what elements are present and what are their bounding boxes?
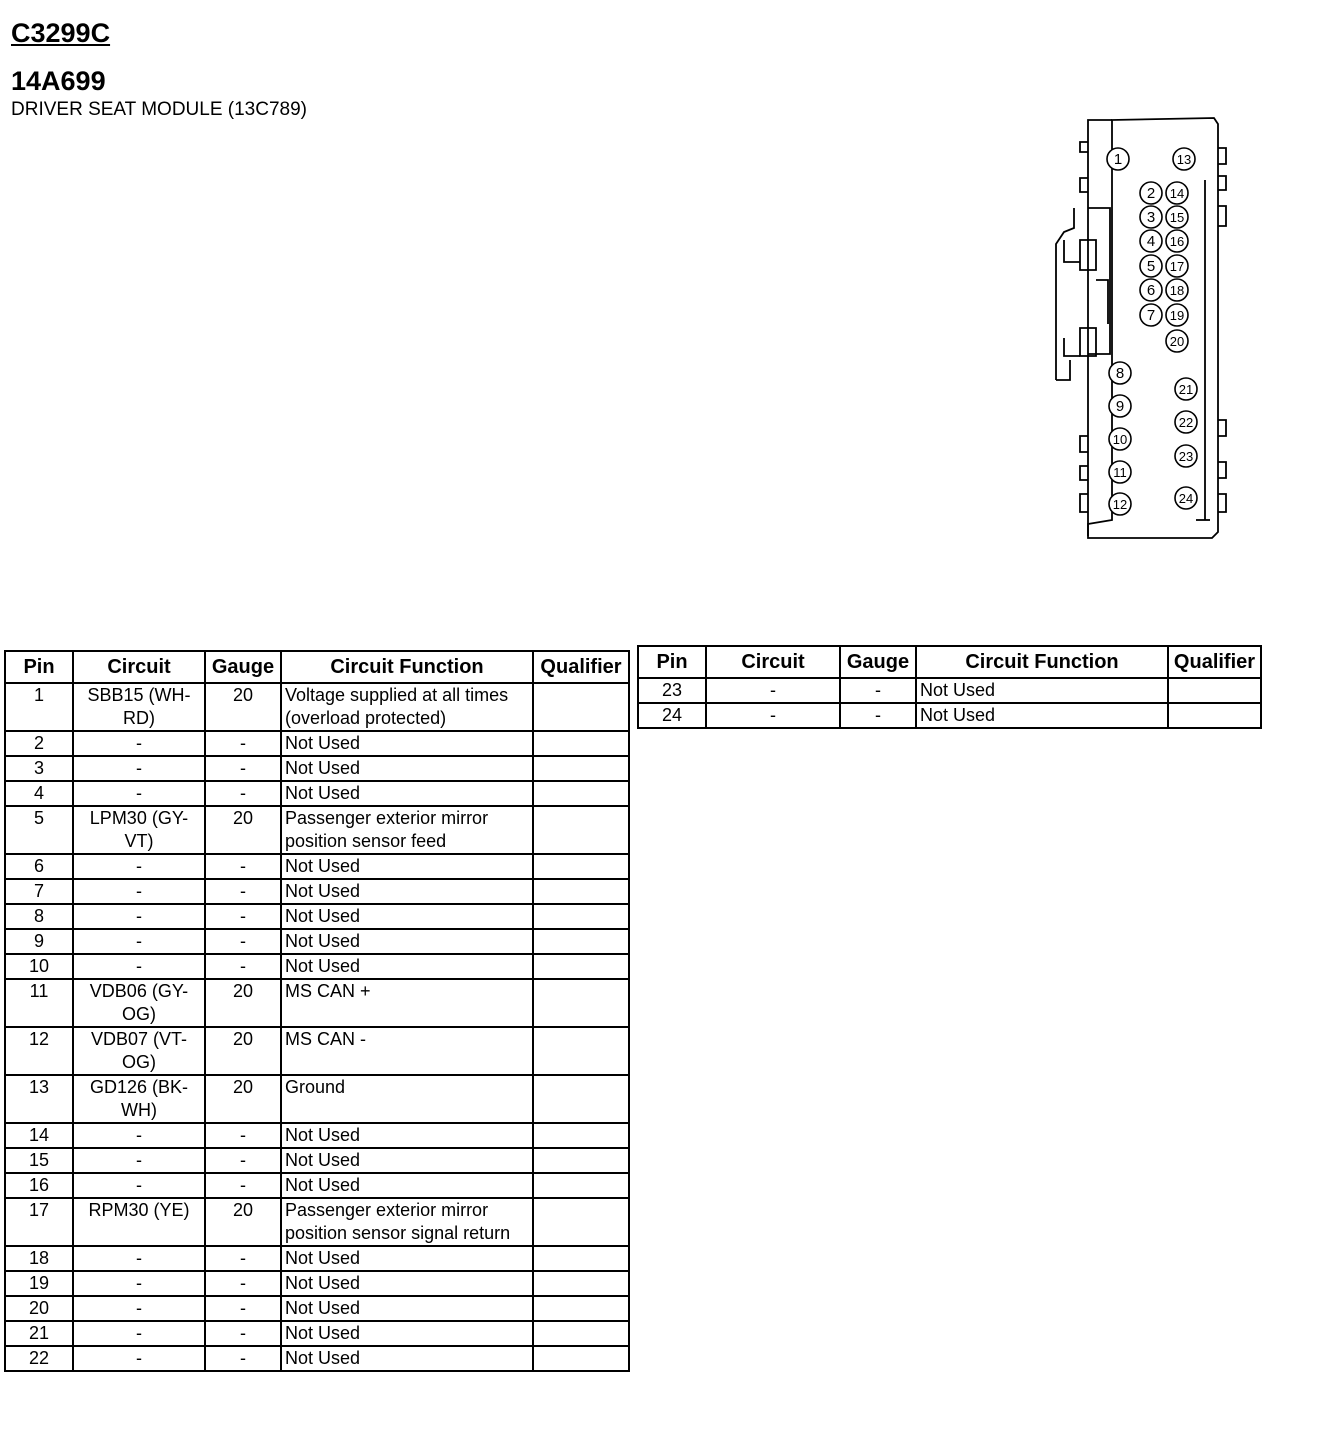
circuit-cell: - [73, 1321, 205, 1346]
circuit-cell: - [73, 1296, 205, 1321]
pin-cell: 11 [5, 979, 73, 1027]
circuit-cell: GD126 (BK-WH) [73, 1075, 205, 1123]
pin-number-label: 16 [1169, 234, 1185, 249]
circuit-cell: - [73, 904, 205, 929]
circuit-cell: RPM30 (YE) [73, 1198, 205, 1246]
pin-cell: 12 [5, 1027, 73, 1075]
col-header-pin: Pin [5, 651, 73, 683]
pin-cell: 8 [5, 904, 73, 929]
qualifier-cell [533, 1198, 629, 1246]
pin-number-label: 11 [1113, 465, 1127, 480]
qualifier-cell [1168, 703, 1261, 728]
pin-cell: 18 [5, 1246, 73, 1271]
connector-pin-circles [1107, 148, 1197, 515]
connector-housing-outline [1056, 118, 1226, 538]
col-header-gauge: Gauge [205, 651, 281, 683]
table-row [638, 703, 1261, 728]
circuit-cell: VDB06 (GY-OG) [73, 979, 205, 1027]
col-header-circuit-function: Circuit Function [281, 651, 533, 683]
circuit-function-cell: Not Used [281, 879, 533, 904]
gauge-cell: - [205, 731, 281, 756]
circuit-function-cell: Not Used [281, 854, 533, 879]
circuit-function-cell: Not Used [281, 731, 533, 756]
qualifier-cell [533, 1346, 629, 1371]
circuit-cell: - [73, 854, 205, 879]
col-header-gauge: Gauge [840, 646, 916, 678]
circuit-cell: LPM30 (GY-VT) [73, 806, 205, 854]
gauge-cell: - [205, 1296, 281, 1321]
pin-number-label: 19 [1169, 308, 1185, 323]
table-header-row [5, 651, 629, 683]
part-number: 14A699 [11, 66, 106, 96]
col-header-circuit-function: Circuit Function [916, 646, 1168, 678]
pinout-table-left [4, 650, 630, 1372]
circuit-cell: - [73, 954, 205, 979]
connector-id: C3299C [11, 18, 111, 48]
pin-number-label: 3 [1146, 209, 1156, 226]
gauge-cell: - [205, 854, 281, 879]
table-row [5, 1027, 629, 1075]
table-row [5, 1246, 629, 1271]
circuit-function-cell: MS CAN + [281, 979, 533, 1027]
pin-number-label: 8 [1115, 365, 1125, 382]
circuit-function-cell: MS CAN - [281, 1027, 533, 1075]
qualifier-cell [533, 1075, 629, 1123]
qualifier-cell [533, 731, 629, 756]
pin-cell: 19 [5, 1271, 73, 1296]
module-name: DRIVER SEAT MODULE (13C789) [11, 99, 307, 120]
pin-cell: 20 [5, 1296, 73, 1321]
gauge-cell: - [205, 1271, 281, 1296]
circuit-function-cell: Not Used [281, 1271, 533, 1296]
col-header-circuit: Circuit [73, 651, 205, 683]
table-row [5, 1075, 629, 1123]
col-header-pin: Pin [638, 646, 706, 678]
pin-cell: 17 [5, 1198, 73, 1246]
gauge-cell: 20 [205, 1198, 281, 1246]
pin-number-label: 15 [1169, 210, 1185, 225]
col-header-qualifier: Qualifier [533, 651, 629, 683]
table-row [638, 678, 1261, 703]
circuit-function-cell: Not Used [916, 678, 1168, 703]
pin-cell: 7 [5, 879, 73, 904]
circuit-function-cell: Not Used [281, 781, 533, 806]
circuit-cell: - [73, 1346, 205, 1371]
table-row [5, 1173, 629, 1198]
table-row [5, 731, 629, 756]
gauge-cell: - [205, 1173, 281, 1198]
pin-number-label: 17 [1169, 259, 1185, 274]
pin-cell: 9 [5, 929, 73, 954]
table-row [5, 979, 629, 1027]
qualifier-cell [533, 1271, 629, 1296]
gauge-cell: - [205, 1246, 281, 1271]
pin-cell: 3 [5, 756, 73, 781]
pin-number-label: 9 [1115, 398, 1125, 415]
table-row [5, 854, 629, 879]
gauge-cell: 20 [205, 1027, 281, 1075]
table-row [5, 1123, 629, 1148]
table-row [5, 1296, 629, 1321]
circuit-function-cell: Not Used [281, 1296, 533, 1321]
qualifier-cell [533, 1321, 629, 1346]
pin-cell: 16 [5, 1173, 73, 1198]
circuit-cell: - [73, 1173, 205, 1198]
pin-number-label: 1 [1113, 151, 1123, 168]
qualifier-cell [533, 1296, 629, 1321]
circuit-cell: SBB15 (WH-RD) [73, 683, 205, 731]
pin-cell: 2 [5, 731, 73, 756]
circuit-function-cell: Not Used [281, 1173, 533, 1198]
table-row [5, 1321, 629, 1346]
qualifier-cell [533, 1173, 629, 1198]
circuit-function-cell: Passenger exterior mirror position sensor feed [281, 806, 533, 854]
pinout-table-right [637, 645, 1262, 729]
qualifier-cell [533, 1027, 629, 1075]
qualifier-cell [533, 954, 629, 979]
gauge-cell: - [205, 904, 281, 929]
pin-number-label: 6 [1146, 282, 1156, 299]
qualifier-cell [533, 1123, 629, 1148]
circuit-cell: - [73, 879, 205, 904]
table-row [5, 879, 629, 904]
circuit-cell: - [73, 731, 205, 756]
gauge-cell: 20 [205, 806, 281, 854]
col-header-circuit: Circuit [706, 646, 840, 678]
qualifier-cell [533, 683, 629, 731]
circuit-cell: - [73, 756, 205, 781]
qualifier-cell [533, 1246, 629, 1271]
table-row [5, 929, 629, 954]
circuit-cell: - [706, 703, 840, 728]
circuit-cell: VDB07 (VT-OG) [73, 1027, 205, 1075]
pin-number-label: 7 [1146, 307, 1156, 324]
pin-cell: 5 [5, 806, 73, 854]
pin-number-label: 21 [1178, 382, 1194, 397]
circuit-function-cell: Not Used [281, 1346, 533, 1371]
table-row [5, 1198, 629, 1246]
pin-number-label: 23 [1178, 449, 1194, 464]
table-row [5, 904, 629, 929]
pin-cell: 14 [5, 1123, 73, 1148]
pin-cell: 21 [5, 1321, 73, 1346]
pin-number-label: 14 [1169, 186, 1185, 201]
circuit-function-cell: Not Used [281, 1123, 533, 1148]
pin-number-label: 4 [1146, 233, 1156, 250]
table-row [5, 1148, 629, 1173]
gauge-cell: 20 [205, 979, 281, 1027]
pin-cell: 6 [5, 854, 73, 879]
circuit-function-cell: Not Used [281, 1321, 533, 1346]
pin-cell: 23 [638, 678, 706, 703]
pin-cell: 15 [5, 1148, 73, 1173]
circuit-function-cell: Ground [281, 1075, 533, 1123]
circuit-function-cell: Passenger exterior mirror position sensor signal return [281, 1198, 533, 1246]
connector-face-diagram [1040, 110, 1240, 550]
pin-cell: 10 [5, 954, 73, 979]
circuit-function-cell: Not Used [281, 929, 533, 954]
pin-number-label: 13 [1176, 152, 1192, 167]
table-header-row [638, 646, 1261, 678]
gauge-cell: - [205, 879, 281, 904]
qualifier-cell [533, 979, 629, 1027]
table-row [5, 954, 629, 979]
gauge-cell: - [205, 781, 281, 806]
table-row [5, 806, 629, 854]
gauge-cell: - [205, 929, 281, 954]
gauge-cell: - [205, 1321, 281, 1346]
circuit-cell: - [706, 678, 840, 703]
qualifier-cell [533, 929, 629, 954]
pin-number-label: 10 [1112, 432, 1128, 447]
qualifier-cell [533, 756, 629, 781]
pin-number-label: 2 [1146, 185, 1156, 202]
pin-number-label: 20 [1169, 334, 1185, 349]
table-row [5, 1346, 629, 1371]
circuit-function-cell: Not Used [916, 703, 1168, 728]
pin-cell: 1 [5, 683, 73, 731]
qualifier-cell [533, 1148, 629, 1173]
col-header-qualifier: Qualifier [1168, 646, 1261, 678]
qualifier-cell [533, 806, 629, 854]
qualifier-cell [533, 854, 629, 879]
gauge-cell: - [205, 1346, 281, 1371]
pin-number-label: 24 [1178, 491, 1194, 506]
gauge-cell: - [205, 756, 281, 781]
circuit-function-cell: Not Used [281, 756, 533, 781]
circuit-cell: - [73, 929, 205, 954]
circuit-cell: - [73, 1148, 205, 1173]
qualifier-cell [1168, 678, 1261, 703]
pin-cell: 24 [638, 703, 706, 728]
gauge-cell: 20 [205, 683, 281, 731]
circuit-cell: - [73, 1246, 205, 1271]
pin-cell: 13 [5, 1075, 73, 1123]
pin-cell: 22 [5, 1346, 73, 1371]
pin-number-label: 5 [1146, 258, 1156, 275]
qualifier-cell [533, 904, 629, 929]
pin-number-label: 22 [1178, 415, 1194, 430]
gauge-cell: - [205, 1148, 281, 1173]
qualifier-cell [533, 781, 629, 806]
circuit-function-cell: Voltage supplied at all times (overload protected) [281, 683, 533, 731]
gauge-cell: 20 [205, 1075, 281, 1123]
gauge-cell: - [840, 678, 916, 703]
gauge-cell: - [205, 1123, 281, 1148]
table-row [5, 756, 629, 781]
pin-number-label: 12 [1112, 497, 1128, 512]
circuit-cell: - [73, 1123, 205, 1148]
gauge-cell: - [205, 954, 281, 979]
table-row [5, 1271, 629, 1296]
circuit-cell: - [73, 781, 205, 806]
circuit-function-cell: Not Used [281, 1246, 533, 1271]
table-row [5, 683, 629, 731]
pin-number-label: 18 [1169, 283, 1185, 298]
qualifier-cell [533, 879, 629, 904]
circuit-function-cell: Not Used [281, 1148, 533, 1173]
pin-cell: 4 [5, 781, 73, 806]
circuit-function-cell: Not Used [281, 904, 533, 929]
table-row [5, 781, 629, 806]
circuit-function-cell: Not Used [281, 954, 533, 979]
gauge-cell: - [840, 703, 916, 728]
circuit-cell: - [73, 1271, 205, 1296]
